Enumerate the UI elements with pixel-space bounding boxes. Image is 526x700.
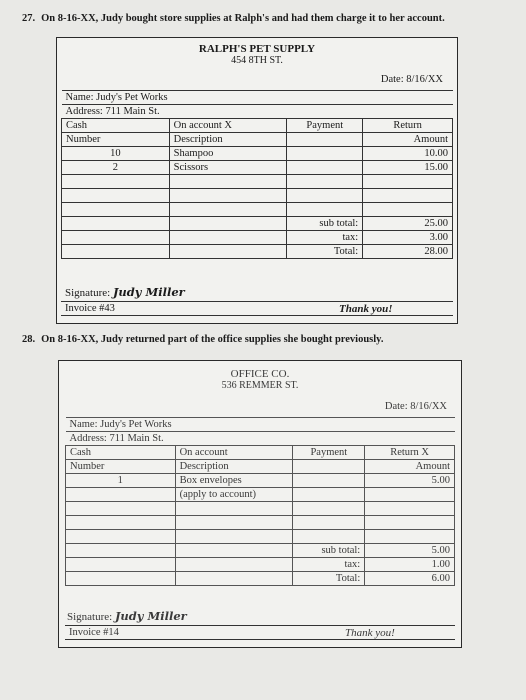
thank-you: Thank you!: [339, 303, 393, 315]
item-amount: 15.00: [363, 161, 453, 175]
amount-header: Amount: [363, 133, 453, 147]
item-amount: 10.00: [363, 147, 453, 161]
cash-label: Cash: [66, 446, 176, 460]
item-number: 1: [66, 474, 176, 488]
tax-value: 1.00: [365, 558, 455, 572]
signature: Judy Miller: [114, 609, 187, 623]
item-description: (apply to account): [175, 488, 293, 502]
type-row: [66, 446, 455, 460]
question-text: On 8-16-XX, Judy returned part of the office supplies she bought previously.: [41, 334, 384, 345]
table-row: [62, 175, 453, 189]
on-account-label: On account X: [169, 119, 287, 133]
item-number: 2: [62, 161, 170, 175]
question-28: [22, 334, 383, 345]
cash-label: Cash: [62, 119, 170, 133]
customer-address: Address: 711 Main St.: [66, 432, 455, 446]
receipt-form: [65, 417, 455, 586]
tax-label: tax:: [287, 231, 363, 245]
signature-label: Signature:: [67, 611, 113, 623]
question-27: [22, 13, 445, 24]
item-description: Shampoo: [169, 147, 287, 161]
table-row: [62, 161, 453, 175]
address-row: [62, 105, 453, 119]
total-row: [62, 245, 453, 259]
type-row: [62, 119, 453, 133]
signature: Judy Miller: [112, 285, 185, 299]
customer-name: Name: Judy's Pet Works: [62, 91, 453, 105]
description-header: Description: [175, 460, 293, 474]
question-number: 28.: [22, 334, 36, 345]
receipt-form: [61, 90, 453, 259]
receipt-header: [59, 369, 461, 391]
on-account-label: On account: [175, 446, 293, 460]
subtotal-row: [62, 217, 453, 231]
return-label: Return: [363, 119, 453, 133]
item-number: 10: [62, 147, 170, 161]
receipt-ralphs: [56, 37, 458, 324]
subtotal-value: 5.00: [365, 544, 455, 558]
item-amount: [365, 488, 455, 502]
name-row: [62, 91, 453, 105]
total-label: Total:: [287, 245, 363, 259]
invoice-number: Invoice #43: [61, 301, 453, 316]
item-number: [66, 488, 176, 502]
item-description: Box envelopes: [175, 474, 293, 488]
subtotal-label: sub total:: [293, 544, 365, 558]
table-row: [66, 502, 455, 516]
column-header-row: [62, 133, 453, 147]
number-header: Number: [62, 133, 170, 147]
question-number: 27.: [22, 13, 36, 24]
tax-row: [66, 558, 455, 572]
item-amount: 5.00: [365, 474, 455, 488]
invoice-number: Invoice #14: [65, 625, 455, 640]
tax-label: tax:: [293, 558, 365, 572]
table-row: [62, 147, 453, 161]
tax-value: 3.00: [363, 231, 453, 245]
table-row: [62, 189, 453, 203]
tax-row: [62, 231, 453, 245]
table-row: [66, 530, 455, 544]
store-address: 454 8TH ST.: [231, 55, 283, 66]
return-label: Return X: [365, 446, 455, 460]
table-row: [66, 488, 455, 502]
payment-label: Payment: [293, 446, 365, 460]
table-row: [66, 516, 455, 530]
receipt-date: Date: 8/16/XX: [380, 74, 443, 85]
receipt-date: Date: 8/16/XX: [384, 401, 447, 412]
subtotal-label: sub total:: [287, 217, 363, 231]
question-text: On 8-16-XX, Judy bought store supplies at Ralph's and had them charge it to her account.: [41, 13, 445, 24]
customer-address: Address: 711 Main St.: [62, 105, 453, 119]
total-value: 28.00: [363, 245, 453, 259]
table-row: [66, 474, 455, 488]
amount-header: Amount: [365, 460, 455, 474]
total-row: [66, 572, 455, 586]
payment-label: Payment: [287, 119, 363, 133]
total-value: 6.00: [365, 572, 455, 586]
signature-line: [67, 609, 187, 623]
total-label: Total:: [293, 572, 365, 586]
subtotal-row: [66, 544, 455, 558]
store-name: RALPH'S PET SUPPLY: [198, 43, 316, 55]
signature-label: Signature:: [65, 287, 111, 299]
store-address: 536 REMMER ST.: [221, 380, 299, 391]
store-name: OFFICE CO.: [230, 368, 290, 380]
receipt-header: [57, 44, 457, 66]
description-header: Description: [169, 133, 287, 147]
receipt-office-co: [58, 360, 462, 648]
name-row: [66, 418, 455, 432]
item-description: Scissors: [169, 161, 287, 175]
customer-name: Name: Judy's Pet Works: [66, 418, 455, 432]
thank-you: Thank you!: [345, 627, 395, 639]
subtotal-value: 25.00: [363, 217, 453, 231]
table-row: [62, 203, 453, 217]
number-header: Number: [66, 460, 176, 474]
address-row: [66, 432, 455, 446]
signature-line: [65, 285, 185, 299]
column-header-row: [66, 460, 455, 474]
